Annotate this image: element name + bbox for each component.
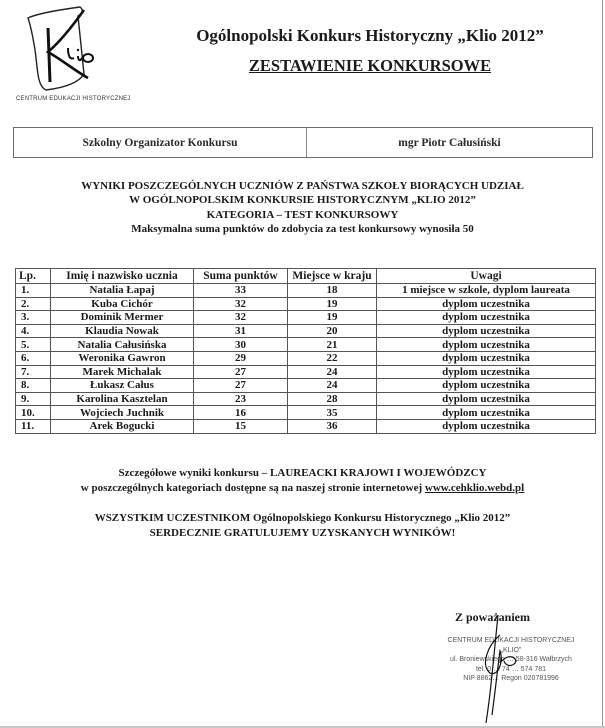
closing-regards: Z poważaniem — [455, 610, 530, 624]
column-header-place: Miejsce w kraju — [288, 269, 377, 284]
stamp-line-3: ul. Broniewskiego … 58-316 Wałbrzych — [450, 656, 572, 663]
cell-notes: 1 miejsce w szkole, dyplom laureata — [377, 284, 596, 298]
table-row — [16, 297, 596, 311]
table-row — [16, 351, 596, 365]
cell-points: 27 — [194, 365, 288, 379]
cell-place: 24 — [288, 379, 377, 393]
website-link[interactable]: www.cehklio.webd.pl — [424, 482, 525, 494]
cell-name: Natalia Łapaj — [51, 284, 194, 298]
cell-name: Dominik Mermer — [51, 311, 194, 325]
cell-name: Natalia Całusińska — [51, 338, 194, 352]
cell-place: 21 — [288, 338, 377, 352]
document-title: Ogólnopolski Konkurs Historyczny „Klio 2012” — [196, 26, 544, 45]
cell-lp: 11. — [16, 419, 51, 433]
cell-notes: dyplom uczestnika — [377, 351, 596, 365]
details-note — [0, 466, 605, 496]
logo-caption: CENTRUM EDUKACJI HISTORYCZNEJ — [16, 96, 131, 102]
stamp-line-1: CENTRUM EDUKACJI HISTORYCZNEJ — [447, 637, 575, 644]
table-row — [16, 324, 596, 338]
cell-place: 35 — [288, 406, 377, 420]
cell-points: 32 — [194, 297, 288, 311]
congratulations-line-1: WSZYSTKIM UCZESTNIKOM Ogólnopolskiego Konkursu Historycznego „Klio 2012” — [94, 512, 511, 524]
results-heading-category: KATEGORIA – TEST KONKURSOWY — [206, 208, 399, 221]
details-note-line-2 — [0, 481, 605, 496]
cell-place: 19 — [288, 297, 377, 311]
cell-lp: 1. — [16, 284, 51, 298]
cell-name: Karolina Kasztelan — [51, 392, 194, 406]
congratulations — [0, 511, 605, 541]
cell-lp: 5. — [16, 338, 51, 352]
column-header-notes: Uwagi — [377, 269, 596, 284]
table-row — [16, 338, 596, 352]
cell-name: Weronika Gawron — [51, 351, 194, 365]
details-note-text: w poszczególnych kategoriach dostępne są na naszej stronie internetowej — [80, 482, 425, 494]
cell-notes: dyplom uczestnika — [377, 419, 596, 433]
cell-points: 29 — [194, 351, 288, 365]
cell-points: 16 — [194, 406, 288, 420]
cell-notes: dyplom uczestnika — [377, 311, 596, 325]
column-header-name: Imię i nazwisko ucznia — [51, 269, 194, 284]
table-row — [16, 379, 596, 393]
cell-notes: dyplom uczestnika — [377, 365, 596, 379]
details-note-line-1: Szczegółowe wyniki konkursu – LAUREACKI KRAJOWI I WOJEWÓDZCY — [118, 467, 487, 479]
cell-place: 18 — [288, 284, 377, 298]
table-row — [16, 392, 596, 406]
handwritten-signature-icon — [470, 615, 530, 725]
table-row — [16, 311, 596, 325]
cell-lp: 10. — [16, 406, 51, 420]
cell-points: 31 — [194, 324, 288, 338]
results-heading-line-2: W OGÓLNOPOLSKIM KONKURSIE HISTORYCZNYM „KLIO 2012” — [129, 194, 476, 207]
klio-logo — [8, 2, 138, 108]
cell-place: 19 — [288, 311, 377, 325]
table-header-row — [16, 269, 596, 284]
congratulations-line-2: SERDECZNIE GRATULUJEMY UZYSKANYCH WYNIKÓW! — [149, 527, 456, 539]
page-edge-right — [602, 0, 603, 728]
stamp-line-2: „KLIO” — [500, 646, 522, 654]
cell-name: Arek Bogucki — [51, 419, 194, 433]
cell-points: 27 — [194, 379, 288, 393]
cell-name: Marek Michalak — [51, 365, 194, 379]
cell-points: 32 — [194, 311, 288, 325]
cell-points: 23 — [194, 392, 288, 406]
cell-lp: 9. — [16, 392, 51, 406]
cell-points: 30 — [194, 338, 288, 352]
table-row — [16, 284, 596, 298]
results-heading-line-1: WYNIKI POSZCZEGÓLNYCH UCZNIÓW Z PAŃSTWA SZKOŁY BIORĄCYCH UDZIAŁ — [81, 180, 524, 192]
cell-notes: dyplom uczestnika — [377, 324, 596, 338]
cell-notes: dyplom uczestnika — [377, 392, 596, 406]
cell-place: 36 — [288, 419, 377, 433]
cell-notes: dyplom uczestnika — [377, 297, 596, 311]
cell-notes: dyplom uczestnika — [377, 338, 596, 352]
cell-notes: dyplom uczestnika — [377, 406, 596, 420]
cell-place: 22 — [288, 351, 377, 365]
cell-points: 15 — [194, 419, 288, 433]
cell-name: Łukasz Całus — [51, 379, 194, 393]
cell-lp: 3. — [16, 311, 51, 325]
document-subtitle: ZESTAWIENIE KONKURSOWE — [248, 56, 492, 75]
organizer-name: mgr Piotr Całusiński — [398, 136, 501, 149]
cell-name: Kuba Cichór — [51, 297, 194, 311]
column-header-lp: Lp. — [16, 269, 51, 284]
stamp-line-5: NIP 8862… Regon 020781996 — [463, 675, 559, 682]
results-heading-max-points: Maksymalna suma punktów do zdobycia za test konkursowy wynosiła 50 — [131, 222, 474, 235]
klio-logo-icon — [22, 4, 102, 96]
cell-place: 20 — [288, 324, 377, 338]
cell-place: 24 — [288, 365, 377, 379]
cell-name: Klaudia Nowak — [51, 324, 194, 338]
cell-lp: 7. — [16, 365, 51, 379]
table-row — [16, 365, 596, 379]
cell-lp: 4. — [16, 324, 51, 338]
cell-place: 28 — [288, 392, 377, 406]
organizer-label: Szkolny Organizator Konkursu — [14, 128, 307, 157]
cell-lp: 6. — [16, 351, 51, 365]
table-row — [16, 419, 596, 433]
cell-name: Wojciech Juchnik — [51, 406, 194, 420]
results-table — [15, 268, 596, 434]
results-heading — [0, 179, 605, 236]
cell-lp: 8. — [16, 379, 51, 393]
cell-notes: dyplom uczestnika — [377, 379, 596, 393]
cell-points: 33 — [194, 284, 288, 298]
organizer-box — [13, 127, 593, 158]
stamp-line-4: tel. 0 … 74 … 574 781 — [475, 665, 547, 673]
column-header-points: Suma punktów — [194, 269, 288, 284]
cell-lp: 2. — [16, 297, 51, 311]
table-row — [16, 406, 596, 420]
